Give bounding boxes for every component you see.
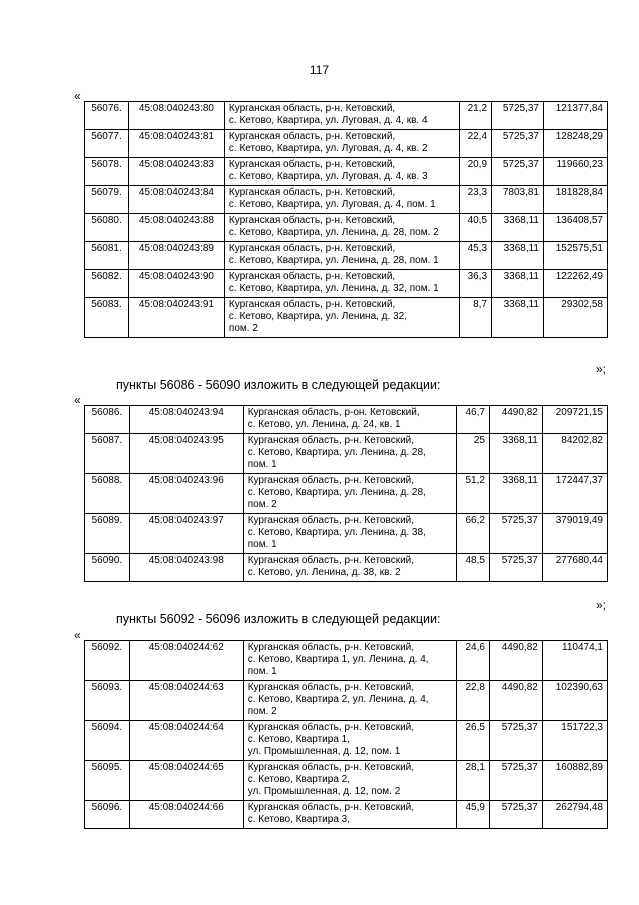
unit-price: 3368,11 (489, 434, 542, 474)
cadastral-value: 160882,89 (542, 761, 607, 801)
cadastral-value: 209721,15 (542, 406, 607, 434)
address: Курганская область, р-н. Кетовский, с. Кетово, Квартира, ул. Луговая, д. 4, пом. 1 (224, 186, 459, 214)
closing-quote: »; (596, 362, 607, 376)
address: Курганская область, р-н. Кетовский, с. Кетово, Квартира, ул. Луговая, д. 4, кв. 4 (224, 102, 459, 130)
table-row (85, 130, 608, 158)
cadastral-value: 110474,1 (542, 641, 607, 681)
row-number: 56093. (85, 681, 130, 721)
area-value: 66,2 (457, 514, 490, 554)
area-value: 20,9 (460, 158, 492, 186)
cadastral-number: 45:08:040243:94 (129, 406, 243, 434)
cadastral-number: 45:08:040243:91 (128, 298, 224, 338)
row-number: 56082. (85, 270, 129, 298)
address: Курганская область, р-н. Кетовский, с. Кетово, Квартира 2, ул. Промышленная, д. 12, пом. 2 (243, 761, 457, 801)
page-number: 117 (309, 63, 330, 77)
row-number: 56088. (85, 474, 130, 514)
cadastral-value: 136408,57 (543, 214, 607, 242)
unit-price: 5725,37 (489, 514, 542, 554)
row-number: 56077. (85, 130, 129, 158)
address: Курганская область, р-н. Кетовский, с. Кетово, Квартира, ул. Ленина, д. 28, пом. 1 (243, 434, 457, 474)
address: Курганская область, р-н. Кетовский, с. Кетово, Квартира, ул. Луговая, д. 4, кв. 2 (224, 130, 459, 158)
area-value: 40,5 (460, 214, 492, 242)
cadastral-number: 45:08:040243:83 (128, 158, 224, 186)
cadastral-number: 45:08:040243:88 (128, 214, 224, 242)
unit-price: 4490,82 (489, 681, 542, 721)
table-row (85, 761, 608, 801)
property-table-3 (84, 640, 608, 829)
table-row (85, 474, 608, 514)
area-value: 22,8 (457, 681, 490, 721)
row-number: 56089. (85, 514, 130, 554)
unit-price: 5725,37 (489, 801, 542, 829)
cadastral-value: 172447,37 (542, 474, 607, 514)
row-number: 56087. (85, 434, 130, 474)
area-value: 36,3 (460, 270, 492, 298)
cadastral-value: 128248,29 (543, 130, 607, 158)
cadastral-number: 45:08:040243:96 (129, 474, 243, 514)
row-number: 56096. (85, 801, 130, 829)
cadastral-number: 45:08:040244:63 (129, 681, 243, 721)
row-number: 56080. (85, 214, 129, 242)
opening-quote: « (74, 89, 81, 103)
cadastral-number: 45:08:040243:81 (128, 130, 224, 158)
row-number: 56090. (85, 554, 130, 582)
cadastral-number: 45:08:040244:66 (129, 801, 243, 829)
table-row (85, 270, 608, 298)
cadastral-number: 45:08:040244:65 (129, 761, 243, 801)
property-table-1 (84, 101, 608, 338)
area-value: 28,1 (457, 761, 490, 801)
table-row (85, 406, 608, 434)
table-row (85, 514, 608, 554)
paragraph-56092-56096: пункты 56092 - 56096 изложить в следующей редакции: (116, 612, 441, 626)
address: Курганская область, р-н. Кетовский, с. Кетово, ул. Ленина, д. 38, кв. 2 (243, 554, 457, 582)
cadastral-number: 45:08:040243:89 (128, 242, 224, 270)
row-number: 56083. (85, 298, 129, 338)
cadastral-number: 45:08:040243:90 (128, 270, 224, 298)
cadastral-value: 262794,48 (542, 801, 607, 829)
table-row (85, 242, 608, 270)
unit-price: 5725,37 (489, 721, 542, 761)
cadastral-number: 45:08:040243:97 (129, 514, 243, 554)
address: Курганская область, р-н. Кетовский, с. Кетово, Квартира 2, ул. Ленина, д. 4, пом. 2 (243, 681, 457, 721)
paragraph-56086-56090: пункты 56086 - 56090 изложить в следующей редакции: (116, 378, 441, 392)
address: Курганская область, р-н. Кетовский, с. Кетово, Квартира 1, ул. Промышленная, д. 12, пом. 1 (243, 721, 457, 761)
table-row (85, 298, 608, 338)
area-value: 48,5 (457, 554, 490, 582)
row-number: 56095. (85, 761, 130, 801)
unit-price: 5725,37 (489, 554, 542, 582)
cadastral-number: 45:08:040243:80 (128, 102, 224, 130)
closing-quote: »; (596, 598, 607, 612)
cadastral-value: 84202,82 (542, 434, 607, 474)
address: Курганская область, р-н. Кетовский, с. Кетово, Квартира, ул. Ленина, д. 28, пом. 2 (224, 214, 459, 242)
cadastral-value: 181828,84 (543, 186, 607, 214)
unit-price: 3368,11 (492, 298, 544, 338)
unit-price: 5725,37 (492, 158, 544, 186)
area-value: 8,7 (460, 298, 492, 338)
unit-price: 3368,11 (489, 474, 542, 514)
cadastral-value: 121377,84 (543, 102, 607, 130)
area-value: 26,5 (457, 721, 490, 761)
cadastral-value: 379019,49 (542, 514, 607, 554)
address: Курганская область, р-н. Кетовский, с. Кетово, Квартира, ул. Ленина, д. 28, пом. 2 (243, 474, 457, 514)
unit-price: 5725,37 (489, 761, 542, 801)
row-number: 56094. (85, 721, 130, 761)
cadastral-value: 29302,58 (543, 298, 607, 338)
cadastral-value: 122262,49 (543, 270, 607, 298)
area-value: 45,9 (457, 801, 490, 829)
cadastral-value: 151722,3 (542, 721, 607, 761)
cadastral-value: 277680,44 (542, 554, 607, 582)
row-number: 56076. (85, 102, 129, 130)
table-row (85, 186, 608, 214)
address: Курганская область, р-н. Кетовский, с. Кетово, Квартира 3, (243, 801, 457, 829)
area-value: 24,6 (457, 641, 490, 681)
row-number: 56092. (85, 641, 130, 681)
area-value: 23,3 (460, 186, 492, 214)
cadastral-value: 119660,23 (543, 158, 607, 186)
row-number: 56086. (85, 406, 130, 434)
address: Курганская область, р-н. Кетовский, с. Кетово, Квартира, ул. Ленина, д. 32, пом. 1 (224, 270, 459, 298)
unit-price: 3368,11 (492, 270, 544, 298)
table-row (85, 434, 608, 474)
address: Курганская область, р-н. Кетовский, с. Кетово, Квартира, ул. Луговая, д. 4, кв. 3 (224, 158, 459, 186)
unit-price: 3368,11 (492, 214, 544, 242)
cadastral-number: 45:08:040243:98 (129, 554, 243, 582)
unit-price: 4490,82 (489, 406, 542, 434)
opening-quote: « (74, 628, 81, 642)
row-number: 56079. (85, 186, 129, 214)
area-value: 45,3 (460, 242, 492, 270)
cadastral-number: 45:08:040243:84 (128, 186, 224, 214)
area-value: 21,2 (460, 102, 492, 130)
table-row (85, 801, 608, 829)
opening-quote: « (74, 393, 81, 407)
cadastral-value: 152575,51 (543, 242, 607, 270)
unit-price: 5725,37 (492, 130, 544, 158)
address: Курганская область, р-он. Кетовский, с. Кетово, ул. Ленина, д. 24, кв. 1 (243, 406, 457, 434)
address: Курганская область, р-н. Кетовский, с. Кетово, Квартира, ул. Ленина, д. 38, пом. 1 (243, 514, 457, 554)
table-row (85, 102, 608, 130)
unit-price: 5725,37 (492, 102, 544, 130)
area-value: 22,4 (460, 130, 492, 158)
table-row (85, 554, 608, 582)
cadastral-number: 45:08:040243:95 (129, 434, 243, 474)
property-table-2 (84, 405, 608, 582)
area-value: 51,2 (457, 474, 490, 514)
address: Курганская область, р-н. Кетовский, с. Кетово, Квартира 1, ул. Ленина, д. 4, пом. 1 (243, 641, 457, 681)
row-number: 56081. (85, 242, 129, 270)
table-row (85, 721, 608, 761)
unit-price: 3368,11 (492, 242, 544, 270)
unit-price: 4490,82 (489, 641, 542, 681)
table-row (85, 214, 608, 242)
table-row (85, 158, 608, 186)
unit-price: 7803,81 (492, 186, 544, 214)
area-value: 25 (457, 434, 490, 474)
table-row (85, 641, 608, 681)
area-value: 46,7 (457, 406, 490, 434)
row-number: 56078. (85, 158, 129, 186)
table-row (85, 681, 608, 721)
address: Курганская область, р-н. Кетовский, с. Кетово, Квартира, ул. Ленина, д. 28, пом. 1 (224, 242, 459, 270)
cadastral-number: 45:08:040244:64 (129, 721, 243, 761)
cadastral-value: 102390,63 (542, 681, 607, 721)
cadastral-number: 45:08:040244:62 (129, 641, 243, 681)
address: Курганская область, р-н. Кетовский, с. Кетово, Квартира, ул. Ленина, д. 32, пом. 2 (224, 298, 459, 338)
